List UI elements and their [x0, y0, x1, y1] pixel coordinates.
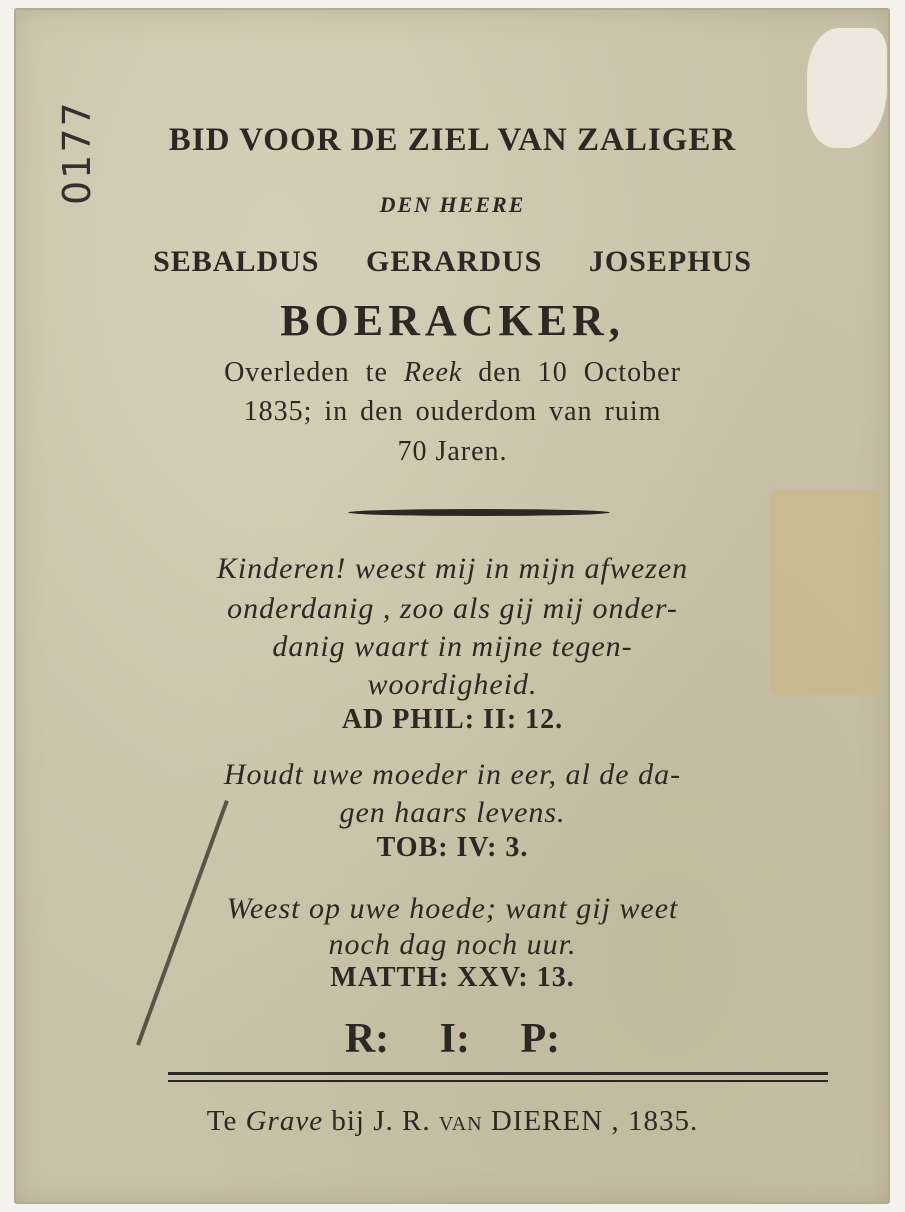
printer-year: 1835. [627, 1105, 699, 1137]
printer-mid: bij J. R. [331, 1105, 431, 1137]
printer-van: VAN [438, 1113, 483, 1135]
surname: BOERACKER, [280, 296, 625, 345]
verse-3-reference: MATTH: XXV: 13. [330, 962, 575, 993]
verse-1-reference: AD PHIL: II: 12. [341, 704, 564, 735]
double-rule-bottom [168, 1080, 828, 1082]
verse-2-line-1: Houdt uwe moeder in eer, al de da- [223, 758, 682, 791]
rip: R: I: P: [344, 1016, 561, 1062]
verse-1-line-1: Kinderen! weest mij in mijn afwezen [216, 552, 689, 585]
death-line-1-post: den 10 October [478, 357, 681, 388]
death-place: Reek [403, 357, 463, 388]
printer-name: DIEREN , [490, 1105, 620, 1137]
death-line-1 [0, 357, 905, 389]
heading: BID VOOR DE ZIEL VAN ZALIGER [168, 122, 737, 158]
archive-number: 0177 [55, 100, 99, 205]
double-rule-top [168, 1072, 828, 1075]
den-heere: DEN HEERE [379, 192, 526, 217]
death-line-3: 70 Jaren. [397, 436, 508, 467]
verse-1-line-2: onderdanig , zoo als gij mij onder- [227, 592, 678, 625]
printer-place: Grave [245, 1105, 324, 1137]
verse-1-line-3: danig waart in mijne tegen- [272, 630, 633, 663]
printer-line [0, 1105, 905, 1138]
death-line-1-pre: Overleden te [224, 357, 388, 388]
given-names: SEBALDUS GERARDUS JOSEPHUS [153, 245, 752, 278]
death-line-2: 1835; in den ouderdom van ruim [243, 396, 662, 427]
verse-1-line-4: woordigheid. [367, 668, 538, 701]
verse-2-reference: TOB: IV: 3. [376, 832, 529, 863]
verse-3-line-1: Weest op uwe hoede; want gij weet [226, 892, 679, 925]
verse-2-line-2: gen haars levens. [339, 796, 566, 829]
verse-3-line-2: noch dag noch uur. [328, 928, 577, 961]
printer-pre: Te [206, 1105, 238, 1137]
ornamental-divider [348, 509, 610, 516]
